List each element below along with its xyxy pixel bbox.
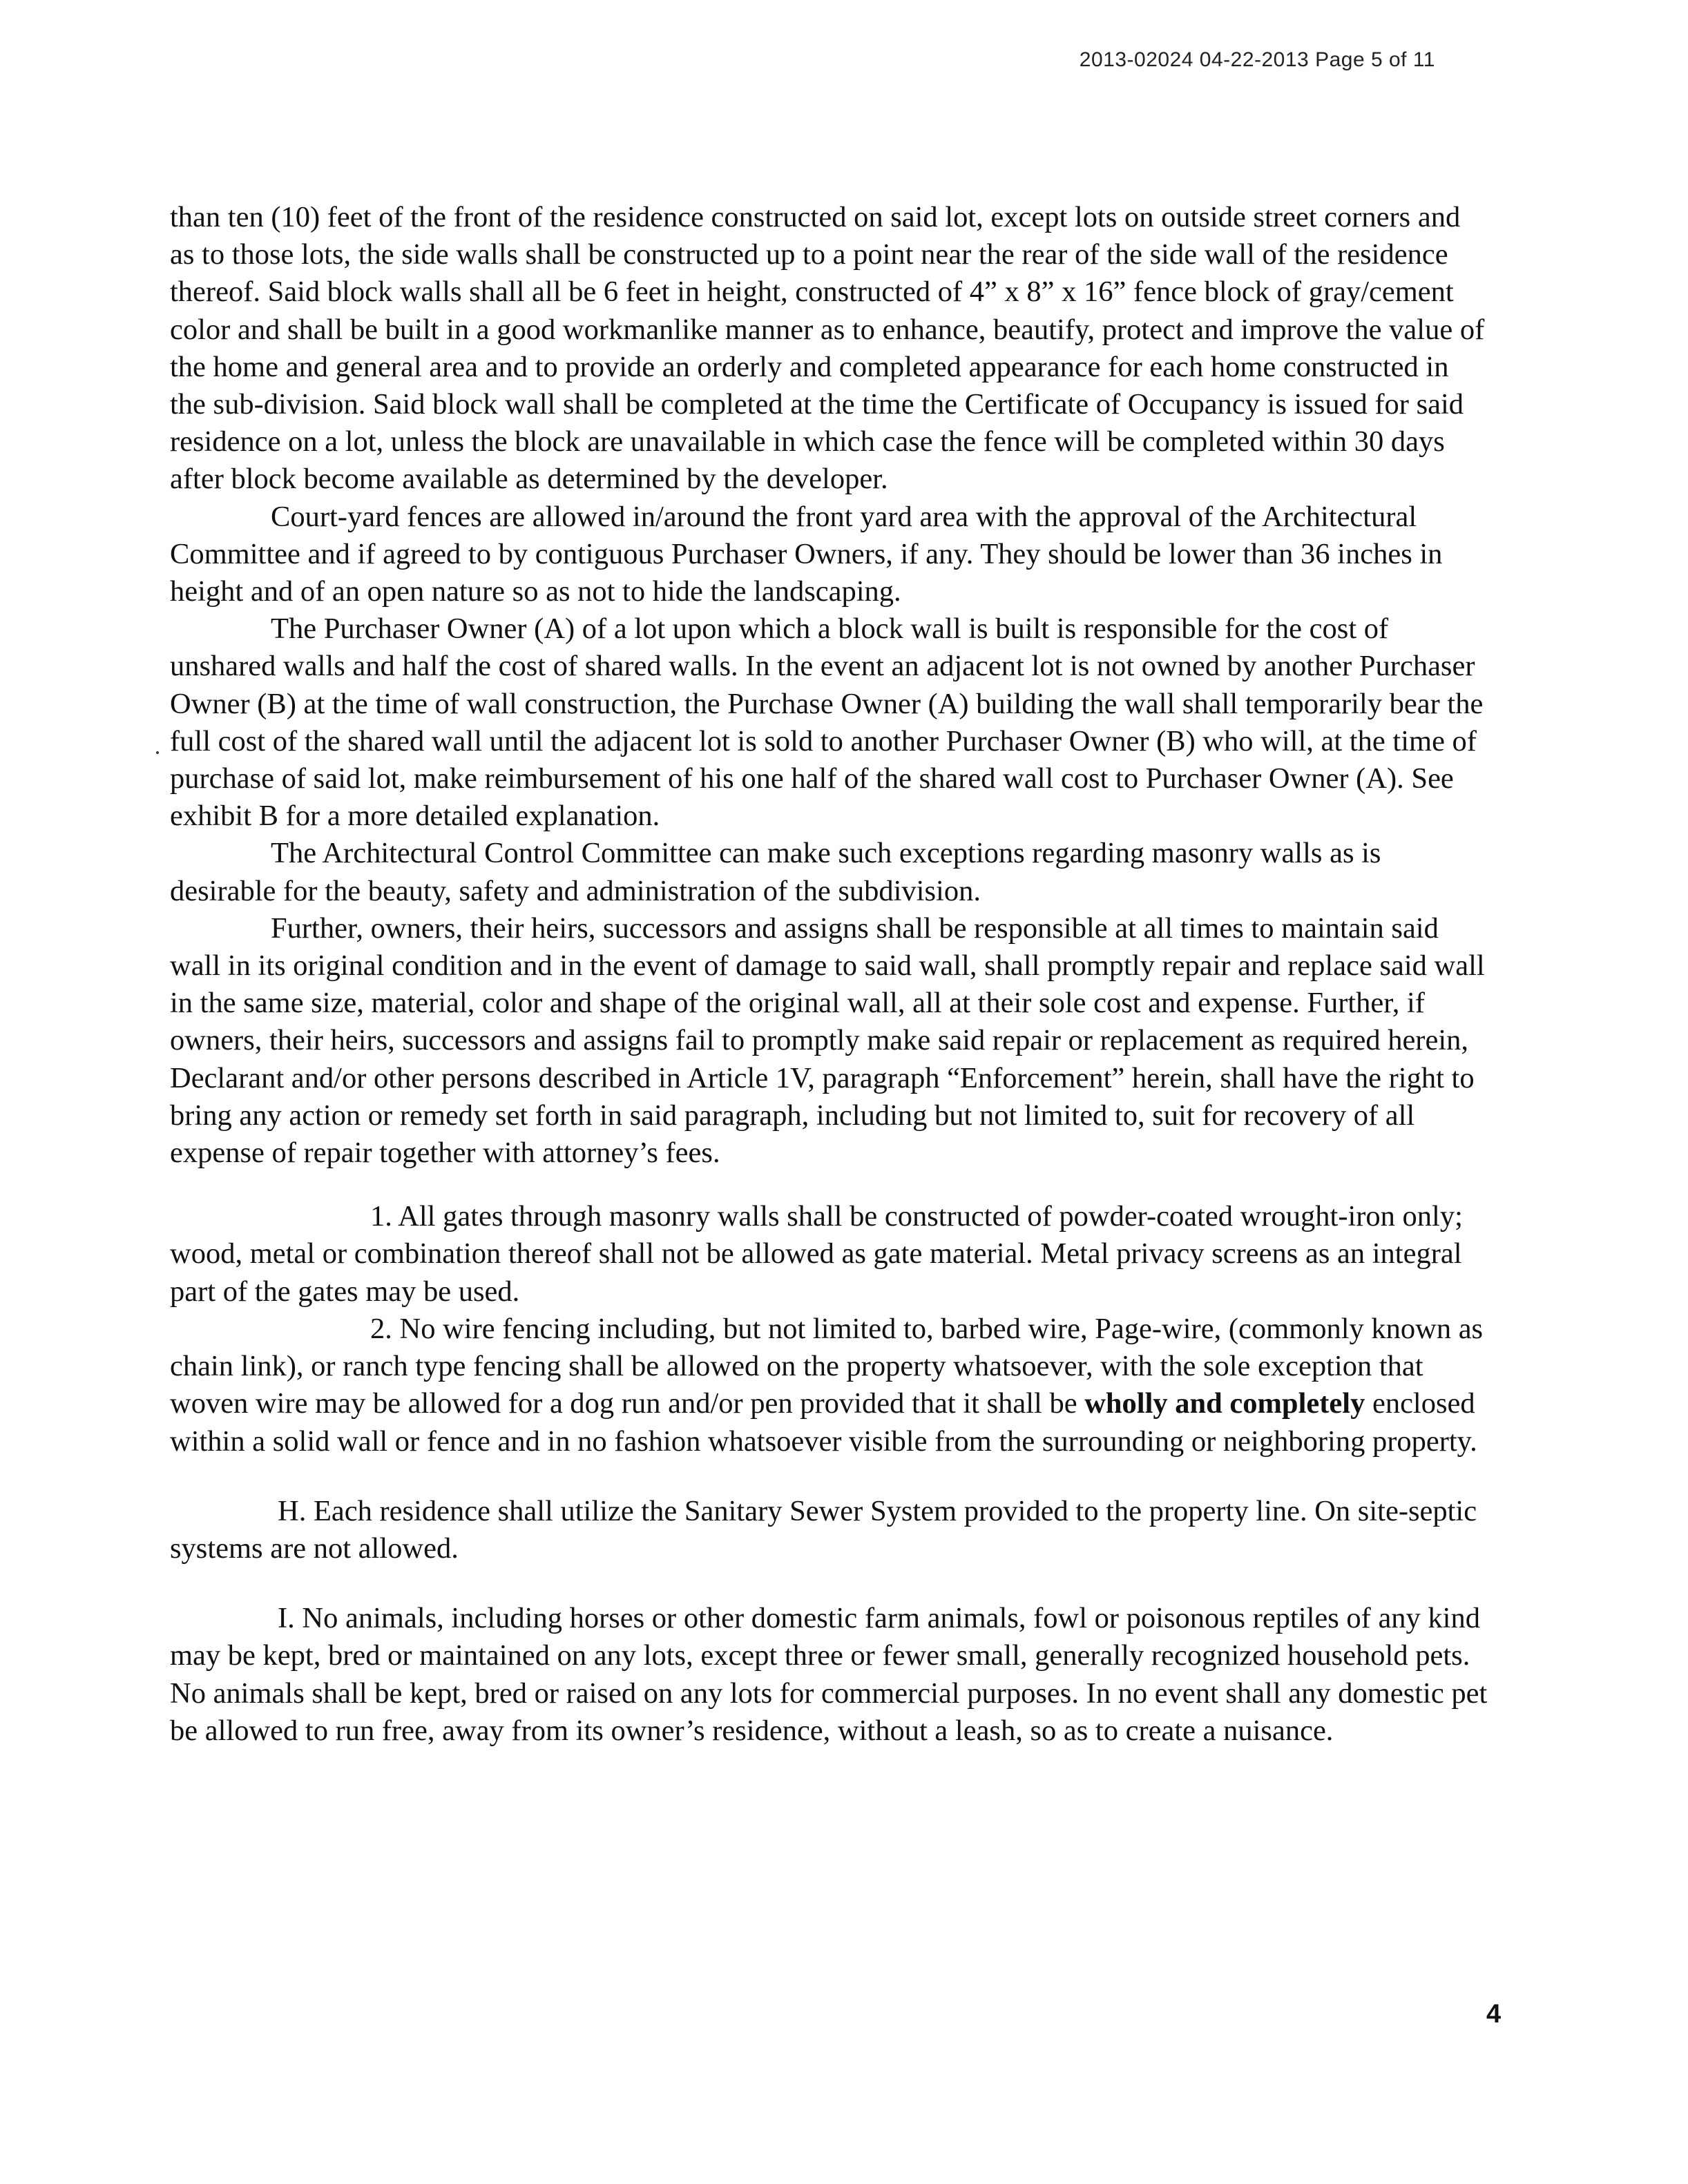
paragraph-court-yard-fences: Court-yard fences are allowed in/around the front yard area with the approval of the Architectural Committee and if agreed to by contiguous Purchaser Owners, if any. They should be lower than 36 inches in height and of an open nature so as not to hide the landscaping. bbox=[170, 500, 1443, 608]
document-body bbox=[170, 199, 1490, 1750]
paragraph-maintenance: Further, owners, their heirs, successors and assigns shall be responsible at all times to maintain said wall in its original condition and in the event of damage to said wall, shall promptly repair and replace said wall in the same size, material, color and shape of the original wall, all at their sole cost and expense. Further, if owners, their heirs, successors and assigns fail to promptly make said repair or replacement as required herein, Declarant and/or other persons described in Article 1V, paragraph “Enforcement” herein, shall have the right to bring any action or remedy set forth in said paragraph, including but not limited to, suit for recovery of all expense of repair together with attorney’s fees. bbox=[170, 911, 1485, 1170]
margin-mark bbox=[156, 751, 159, 754]
wire-fencing-text-start: 2. No wire fencing including, but not limited to, barbed wire, Page-wire, (commonly known as chain link), or ranch type fencing shall be allowed on the property whatsoever, with the sole exception that woven wire may be allowed for a dog run and/or pen provided that it shall be bbox=[170, 1312, 1484, 1420]
paragraph-wall-cost: The Purchaser Owner (A) of a lot upon which a block wall is built is responsible for the cost of unshared walls and half the cost of shared walls. In the event an adjacent lot is not owned by another Purchaser Owner (B) at the time of wall construction, the Purchase Owner (A) building the wall shall temporarily bear the full cost of the shared wall until the adjacent lot is sold to another Purchaser Owner (B) who will, at the time of purchase of said lot, make reimbursement of his one half of the shared wall cost to Purchaser Owner (A). See exhibit B for a more detailed explanation. bbox=[170, 612, 1484, 833]
wire-fencing-emphasis: wholly and completely bbox=[1084, 1387, 1365, 1420]
section-h-sewer: H. Each residence shall utilize the Sanitary Sewer System provided to the property line. On site-septic systems are not allowed. bbox=[170, 1494, 1477, 1565]
list-item-gates: 1. All gates through masonry walls shall be constructed of powder-coated wrought-iron only; wood, metal or combination thereof shall not be allowed as gate material. Metal privacy screens as an integral part of the gates may be used. bbox=[170, 1200, 1463, 1308]
list-item-wire-fencing bbox=[170, 1311, 1490, 1460]
section-i-animals: I. No animals, including horses or other domestic farm animals, fowl or poisonous reptiles of any kind may be kept, bred or maintained on any lots, except three or fewer small, generally recognized household pets. No animals shall be kept, bred or raised on any lots for commercial purposes. In no event shall any domestic pet be allowed to run free, away from its owner’s residence, without a leash, so as to create a nuisance. bbox=[170, 1602, 1488, 1747]
page-number: 4 bbox=[1486, 2000, 1502, 2029]
document-stamp: 2013-02024 04-22-2013 Page 5 of 11 bbox=[1079, 48, 1435, 71]
paragraph-committee-exceptions: The Architectural Control Committee can make such exceptions regarding masonry walls as is desirable for the beauty, safety and administration of the subdivision. bbox=[170, 837, 1381, 907]
wire-fencing-text-end: enclosed within a solid wall or fence and in no fashion whatsoever visible from the surrounding or neighboring property. bbox=[170, 1387, 1477, 1458]
paragraph-wall-construction: than ten (10) feet of the front of the residence constructed on said lot, except lots on outside street corners and as to those lots, the side walls shall be constructed up to a point near the rear of the side wall of the residence thereof. Said block walls shall all be 6 feet in height, constructed of 4” x 8” x 16” fence block of gray/cement color and shall be built in a good workmanlike manner as to enhance, beautify, protect and improve the value of the home and general area and to provide an orderly and completed appearance for each home constructed in the sub-division. Said block wall shall be completed at the time the Certificate of Occupancy is issued for said residence on a lot, unless the block are unavailable in which case the fence will be completed within 30 days after block become available as determined by the developer. bbox=[170, 201, 1485, 496]
